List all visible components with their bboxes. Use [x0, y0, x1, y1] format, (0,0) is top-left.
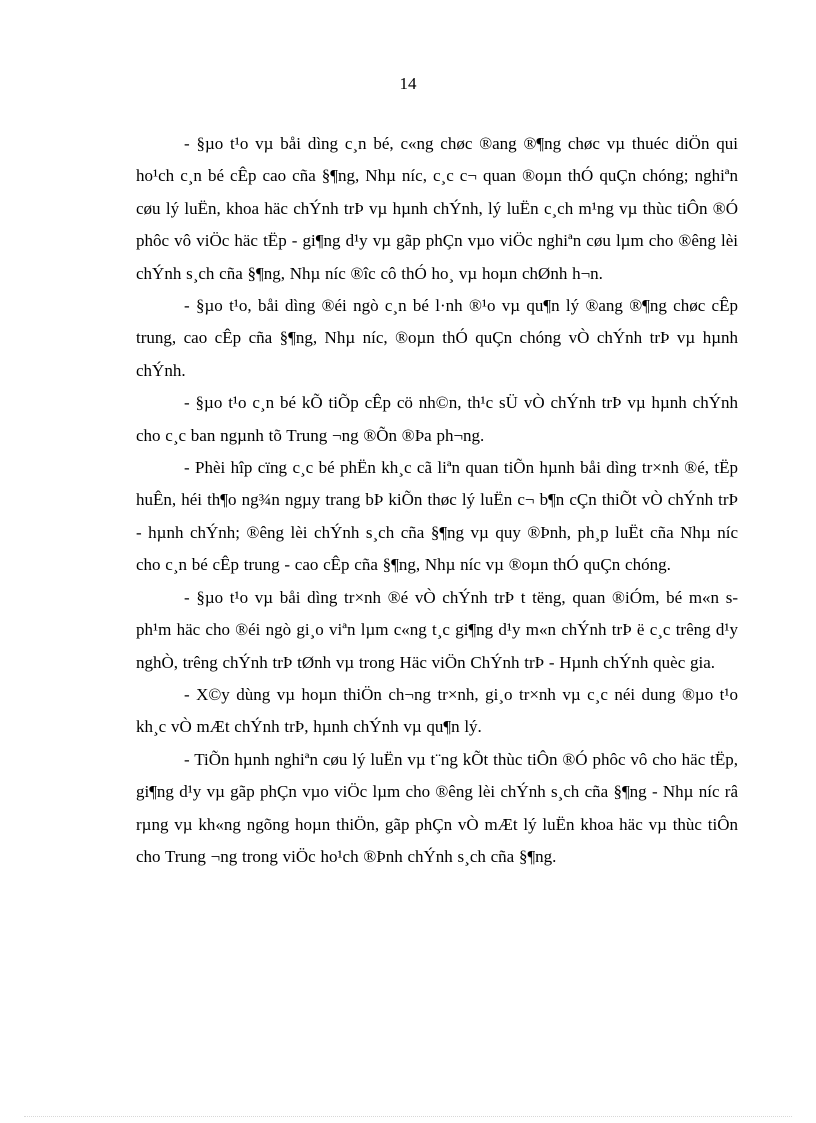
paragraph-research: - TiÕn hµnh nghiªn cøu lý luËn vµ t¨ng kÕt thùc tiÔn ®Ó phôc vô cho häc tËp, gi¶ng d¹y vµ gãp phÇn vµo viÖc lµm cho ®êng lèi chÝnh s¸ch cña §¶ng - Nhµ níc râ rµng vµ kh«ng ngõng hoµn thiÖn, gãp phÇn vÒ mÆt lý luËn khoa häc vµ thùc tiÔn cho Trung ¬ng trong viÖc ho¹ch ®Þnh chÝnh s¸ch cña §¶ng. — [136, 749, 738, 866]
paragraph-coordination: - Phèi hîp cïng c¸c bé phËn kh¸c cã liªn quan tiÕn hµnh båi dìng tr×nh ®é, tËp huÊn, héi th¶o ng¾n ngµy trang bÞ kiÕn thøc lý luËn c¬ b¶n cÇn thiÕt vÒ chÝnh trÞ - hµnh chÝnh; ®êng lèi chÝnh s¸ch cña §¶ng vµ quy ®Þnh, ph¸p luËt cña Nhµ níc cho c¸n bé cÊp trung - cao cÊp cña §¶ng, Nhµ níc vµ ®oµn thÓ quÇn chóng. — [136, 458, 738, 575]
page-bottom-divider — [24, 1116, 792, 1117]
paragraph-teacher-training: - §µo t¹o vµ båi dìng tr×nh ®é vÒ chÝnh trÞ t tëng, quan ®iÓm, bé m«n s ph¹m häc cho ®éi ngò gi¸o viªn lµm c«ng t¸c gi¶ng d¹y m«n chÝnh trÞ ë c¸c trêng d¹y nghÒ, trêng chÝnh trÞ tØnh vµ trong Häc viÖn ChÝnh trÞ - Hµnh chÝnh quèc gia. — [136, 587, 738, 672]
paragraph-training-senior-cadres: - §µo t¹o vµ båi dìng c¸n bé, c«ng chøc ®ang ®¶ng chøc vµ thuéc diÖn qui ho¹ch c¸n bé cÊp cao cña §¶ng, Nhµ níc, c¸c c¬ quan ®oµn thÓ quÇn chóng; nghiªn cøu lý luËn, khoa häc chÝnh trÞ vµ hµnh chÝnh, lý luËn c¸ch m¹ng vµ thùc tiÔn ®Ó phôc vô viÖc häc tËp - gi¶ng d¹y vµ gãp phÇn vµo viÖc nghiªn cøu lµm cho ®êng lèi chÝnh s¸ch cña §¶ng, Nhµ níc ®îc cô thÓ ho¸ vµ hoµn chØnh h¬n. — [136, 134, 738, 283]
page-number: 14 — [399, 74, 417, 93]
paragraph-curriculum: - X©y dùng vµ hoµn thiÖn ch¬ng tr×nh, gi¸o tr×nh vµ c¸c néi dung ®µo t¹o kh¸c vÒ mÆt chÝnh trÞ, hµnh chÝnh vµ qu¶n lý. — [136, 684, 738, 737]
paragraph-training-leaders: - §µo t¹o, båi dìng ®éi ngò c¸n bé l·nh ®¹o vµ qu¶n lý ®ang ®¶ng chøc cÊp trung, cao cÊp cña §¶ng, Nhµ níc, ®oµn thÓ quÇn chóng vÒ chÝnh trÞ vµ hµnh chÝnh. — [136, 296, 738, 380]
paragraph-training-successors: - §µo t¹o c¸n bé kÕ tiÕp cÊp cö nh©n, th¹c sÜ vÒ chÝnh trÞ vµ hµnh chÝnh cho c¸c ban ngµnh tõ Trung ¬ng ®Õn ®Þa ph¬ng. — [136, 393, 738, 445]
body-text — [136, 128, 738, 873]
